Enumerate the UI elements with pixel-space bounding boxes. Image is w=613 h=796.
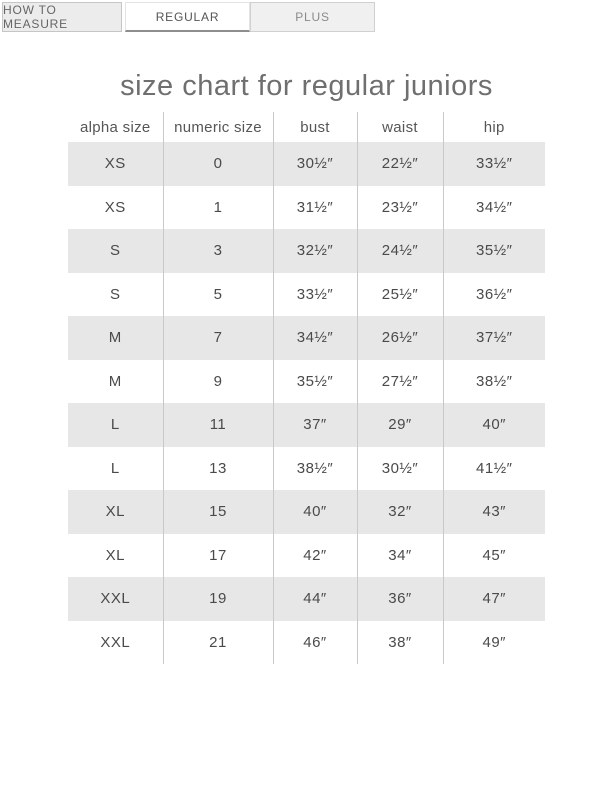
column-header-numeric-size: numeric size: [163, 112, 273, 142]
table-row: [68, 534, 545, 578]
table-cell: 3: [163, 229, 273, 273]
table-row: [68, 490, 545, 534]
table-row: [68, 273, 545, 317]
page-title: size chart for regular juniors: [120, 70, 493, 102]
column-header-waist: waist: [357, 112, 443, 142]
column-header-alpha-size: alpha size: [68, 112, 163, 142]
tab-bar: [2, 2, 375, 32]
table-cell: 19: [163, 577, 273, 621]
size-chart-table: [68, 112, 545, 664]
table-cell: 17: [163, 534, 273, 578]
table-header-row: [68, 112, 545, 142]
table-cell: 43″: [443, 490, 545, 534]
table-cell: 31½″: [273, 186, 357, 230]
table-cell: 5: [163, 273, 273, 317]
table-row: [68, 229, 545, 273]
table-cell: 11: [163, 403, 273, 447]
table-row: [68, 142, 545, 186]
table-cell: 36″: [357, 577, 443, 621]
tab-regular[interactable]: REGULAR: [125, 2, 250, 32]
table-cell: 1: [163, 186, 273, 230]
table-cell: 35½″: [443, 229, 545, 273]
table-cell: 37″: [273, 403, 357, 447]
table-cell: 33½″: [443, 142, 545, 186]
table-body: [68, 142, 545, 664]
table-cell: 32″: [357, 490, 443, 534]
table-row: [68, 621, 545, 665]
table-cell: 38½″: [273, 447, 357, 491]
table-cell: 41½″: [475, 459, 513, 477]
table-cell: 37½″: [443, 316, 545, 360]
table-cell: 42″: [273, 534, 357, 578]
table-row: [68, 316, 545, 360]
table-row: [68, 360, 545, 404]
table-cell: 30½″: [273, 142, 357, 186]
table-cell: 49″: [482, 633, 506, 651]
table-row: [68, 577, 545, 621]
table-cell: 47″: [443, 577, 545, 621]
table-cell: 24½″: [357, 229, 443, 273]
table-cell: M: [68, 360, 163, 404]
table-cell: 38½″: [475, 372, 513, 390]
table-cell: 29″: [357, 403, 443, 447]
table-cell: 44″: [273, 577, 357, 621]
table-row: [68, 447, 545, 491]
table-cell: 23½″: [357, 186, 443, 230]
table-cell: 34½″: [475, 198, 513, 216]
table-cell: L: [68, 403, 163, 447]
table-cell: 32½″: [273, 229, 357, 273]
table-header: [68, 112, 545, 142]
table-cell: 21: [163, 621, 273, 665]
table-cell: 26½″: [357, 316, 443, 360]
table-cell: 45″: [482, 546, 506, 564]
table-cell: 35½″: [273, 360, 357, 404]
table-cell: 34½″: [273, 316, 357, 360]
table-cell: XL: [68, 490, 163, 534]
tab-plus[interactable]: PLUS: [250, 2, 375, 32]
table-cell: XS: [68, 186, 163, 230]
table-cell: S: [68, 273, 163, 317]
table-cell: 38″: [357, 621, 443, 665]
table-cell: 9: [163, 360, 273, 404]
table-cell: 36½″: [475, 285, 513, 303]
table-cell: 15: [163, 490, 273, 534]
table-cell: M: [68, 316, 163, 360]
table-cell: XL: [68, 534, 163, 578]
table-cell: 25½″: [357, 273, 443, 317]
table-cell: 30½″: [357, 447, 443, 491]
table-cell: L: [68, 447, 163, 491]
table-cell: XXL: [68, 621, 163, 665]
table-cell: 34″: [357, 534, 443, 578]
table-row: [68, 403, 545, 447]
table-cell: 7: [163, 316, 273, 360]
tab-how-to-measure[interactable]: HOW TO MEASURE: [2, 2, 122, 32]
table-cell: 13: [163, 447, 273, 491]
table-cell: XXL: [68, 577, 163, 621]
table-cell: 27½″: [357, 360, 443, 404]
table-cell: 40″: [273, 490, 357, 534]
table-cell: 46″: [273, 621, 357, 665]
column-header-bust: bust: [273, 112, 357, 142]
column-header-hip: hip: [483, 118, 505, 136]
table-cell: S: [68, 229, 163, 273]
table-cell: 22½″: [357, 142, 443, 186]
table-row: [68, 186, 545, 230]
table-cell: XS: [68, 142, 163, 186]
table-cell: 0: [163, 142, 273, 186]
table-cell: 33½″: [273, 273, 357, 317]
table-cell: 40″: [443, 403, 545, 447]
